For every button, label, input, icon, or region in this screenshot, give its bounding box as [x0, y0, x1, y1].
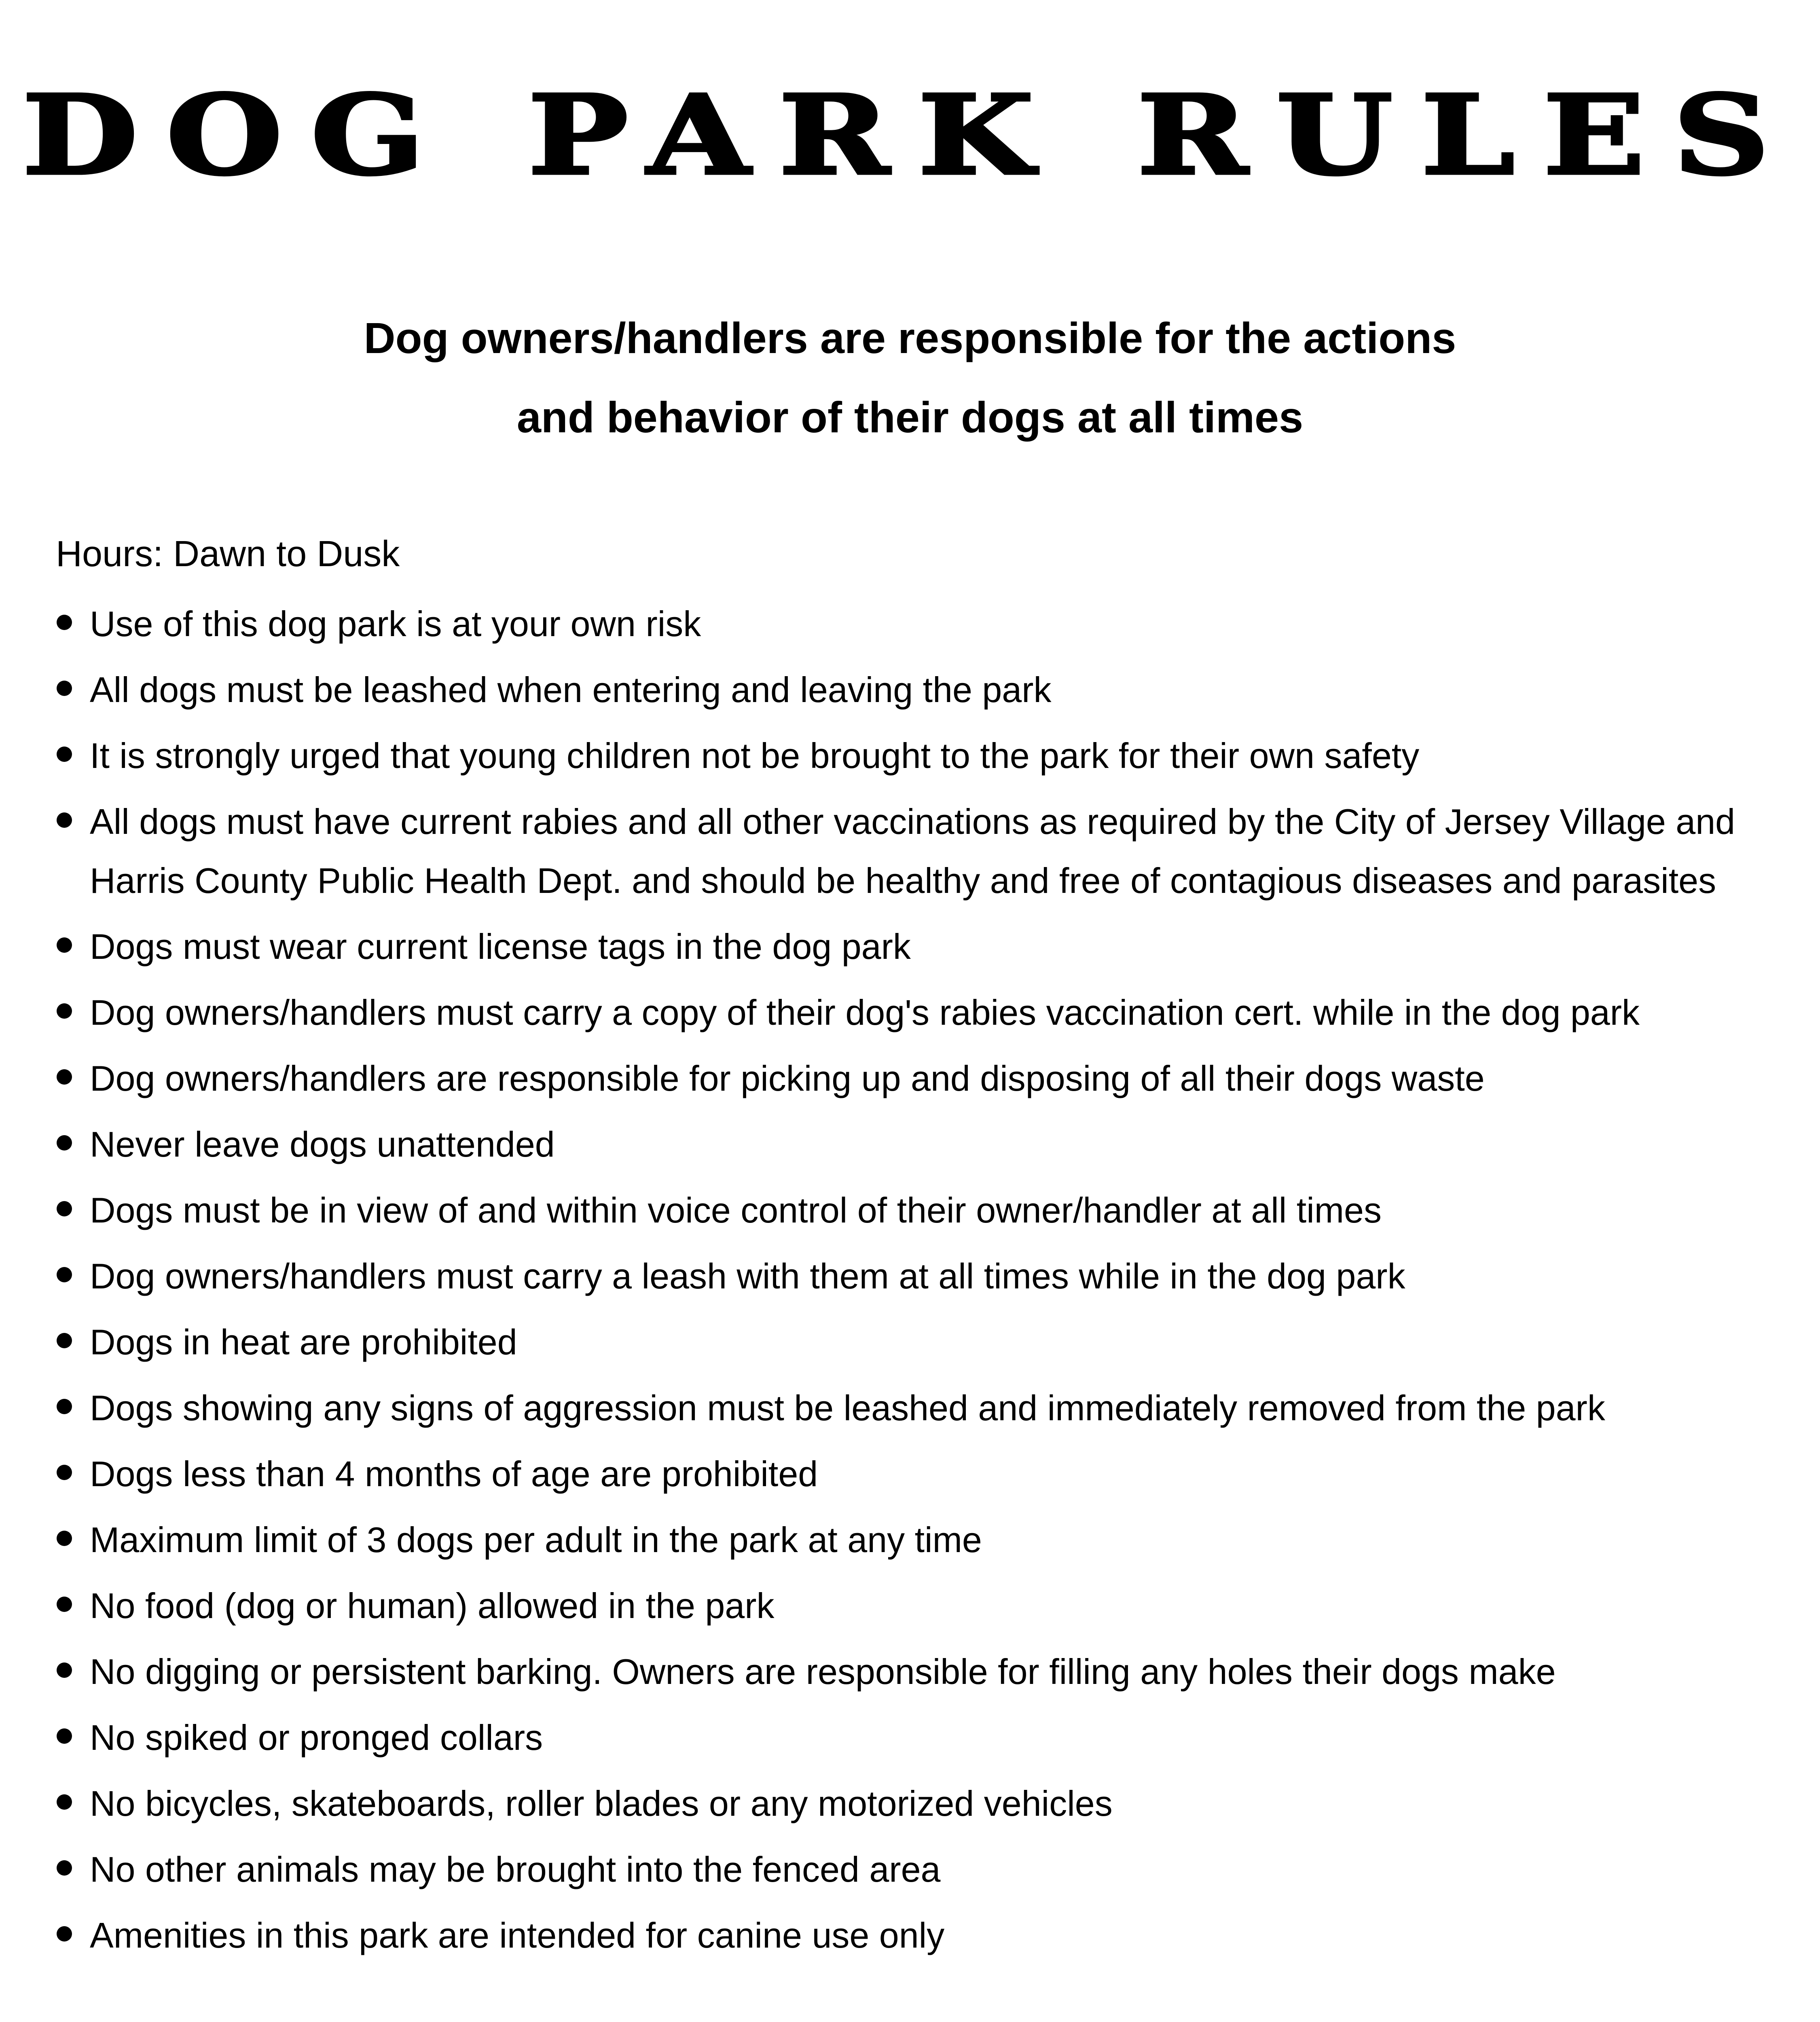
bullet-icon [57, 1201, 72, 1216]
rule-item [0, 792, 1820, 910]
bullet-icon [57, 1267, 72, 1282]
rule-item [0, 1510, 1820, 1569]
bullet-icon [57, 937, 72, 953]
bullet-icon [57, 615, 72, 630]
rule-text: No other animals may be brought into the fenced area [90, 1849, 941, 1889]
rule-item [0, 1840, 1820, 1899]
bullet-icon [57, 681, 72, 696]
rule-item [0, 726, 1820, 785]
responsibility-statement [0, 298, 1820, 457]
responsibility-line-2: and behavior of their dogs at all times [516, 393, 1304, 442]
page-title: DOG PARK RULES [22, 70, 1798, 200]
rule-item [0, 660, 1820, 719]
bullet-icon [57, 1135, 72, 1151]
rules-list [0, 594, 1820, 1972]
rule-item [0, 1445, 1820, 1504]
rule-item [0, 1774, 1820, 1833]
rule-text: Amenities in this park are intended for canine use only [90, 1915, 945, 1955]
rule-text: Dog owners/handlers are responsible for picking up and disposing of all their dogs waste [90, 1058, 1485, 1098]
rule-item [0, 917, 1820, 976]
rule-item [0, 1379, 1820, 1438]
rule-item [0, 1313, 1820, 1372]
rule-text: Never leave dogs unattended [90, 1124, 555, 1164]
bullet-icon [57, 1926, 72, 1942]
rule-item [0, 1642, 1820, 1701]
rule-text-continuation: Harris County Public Health Dept. and should be healthy and free of contagious diseases and parasites [90, 861, 1716, 901]
rule-item [0, 594, 1820, 654]
rule-text: Maximum limit of 3 dogs per adult in the park at any time [90, 1520, 982, 1560]
bullet-icon [57, 1003, 72, 1019]
rule-text: All dogs must have current rabies and all other vaccinations as required by the City of Jersey Village and [90, 802, 1735, 842]
rule-text: No food (dog or human) allowed in the park [90, 1586, 775, 1626]
bullet-icon [57, 1531, 72, 1546]
rule-text: Dogs in heat are prohibited [90, 1322, 517, 1362]
rule-item [0, 1181, 1820, 1240]
rule-text: Dogs showing any signs of aggression must be leashed and immediately removed from the park [90, 1388, 1605, 1428]
rule-item [0, 1247, 1820, 1306]
bullet-icon [57, 812, 72, 828]
rule-text: No digging or persistent barking. Owners are responsible for filling any holes their dogs make [90, 1652, 1556, 1692]
rule-text: Dogs must be in view of and within voice control of their owner/handler at all times [90, 1190, 1382, 1230]
rule-text: Dogs must wear current license tags in the dog park [90, 926, 911, 967]
rule-item [0, 1115, 1820, 1174]
bullet-icon [57, 1333, 72, 1348]
rule-item [0, 1708, 1820, 1767]
rule-text: Dog owners/handlers must carry a copy of their dog's rabies vaccination cert. while in the dog park [90, 992, 1640, 1032]
bullet-icon [57, 1794, 72, 1810]
rule-item [0, 983, 1820, 1042]
bullet-icon [57, 1860, 72, 1876]
rule-text: No bicycles, skateboards, roller blades or any motorized vehicles [90, 1783, 1113, 1823]
bullet-icon [57, 1662, 72, 1678]
bullet-icon [57, 1465, 72, 1480]
rule-text: Dogs less than 4 months of age are prohibited [90, 1454, 818, 1494]
rule-text: Use of this dog park is at your own risk [90, 604, 701, 644]
rule-item [0, 1576, 1820, 1635]
rule-text: All dogs must be leashed when entering and leaving the park [90, 670, 1052, 710]
bullet-icon [57, 747, 72, 762]
bullet-icon [57, 1069, 72, 1085]
rule-text: It is strongly urged that young children not be brought to the park for their own safety [90, 736, 1420, 776]
responsibility-line-1: Dog owners/handlers are responsible for the actions [364, 313, 1456, 362]
park-hours: Hours: Dawn to Dusk [56, 534, 400, 574]
bullet-icon [57, 1597, 72, 1612]
rule-text: Dog owners/handlers must carry a leash with them at all times while in the dog park [90, 1256, 1405, 1296]
rule-item [0, 1049, 1820, 1108]
rule-item [0, 1906, 1820, 1965]
rule-text: No spiked or pronged collars [90, 1717, 543, 1758]
bullet-icon [57, 1728, 72, 1744]
bullet-icon [57, 1399, 72, 1414]
